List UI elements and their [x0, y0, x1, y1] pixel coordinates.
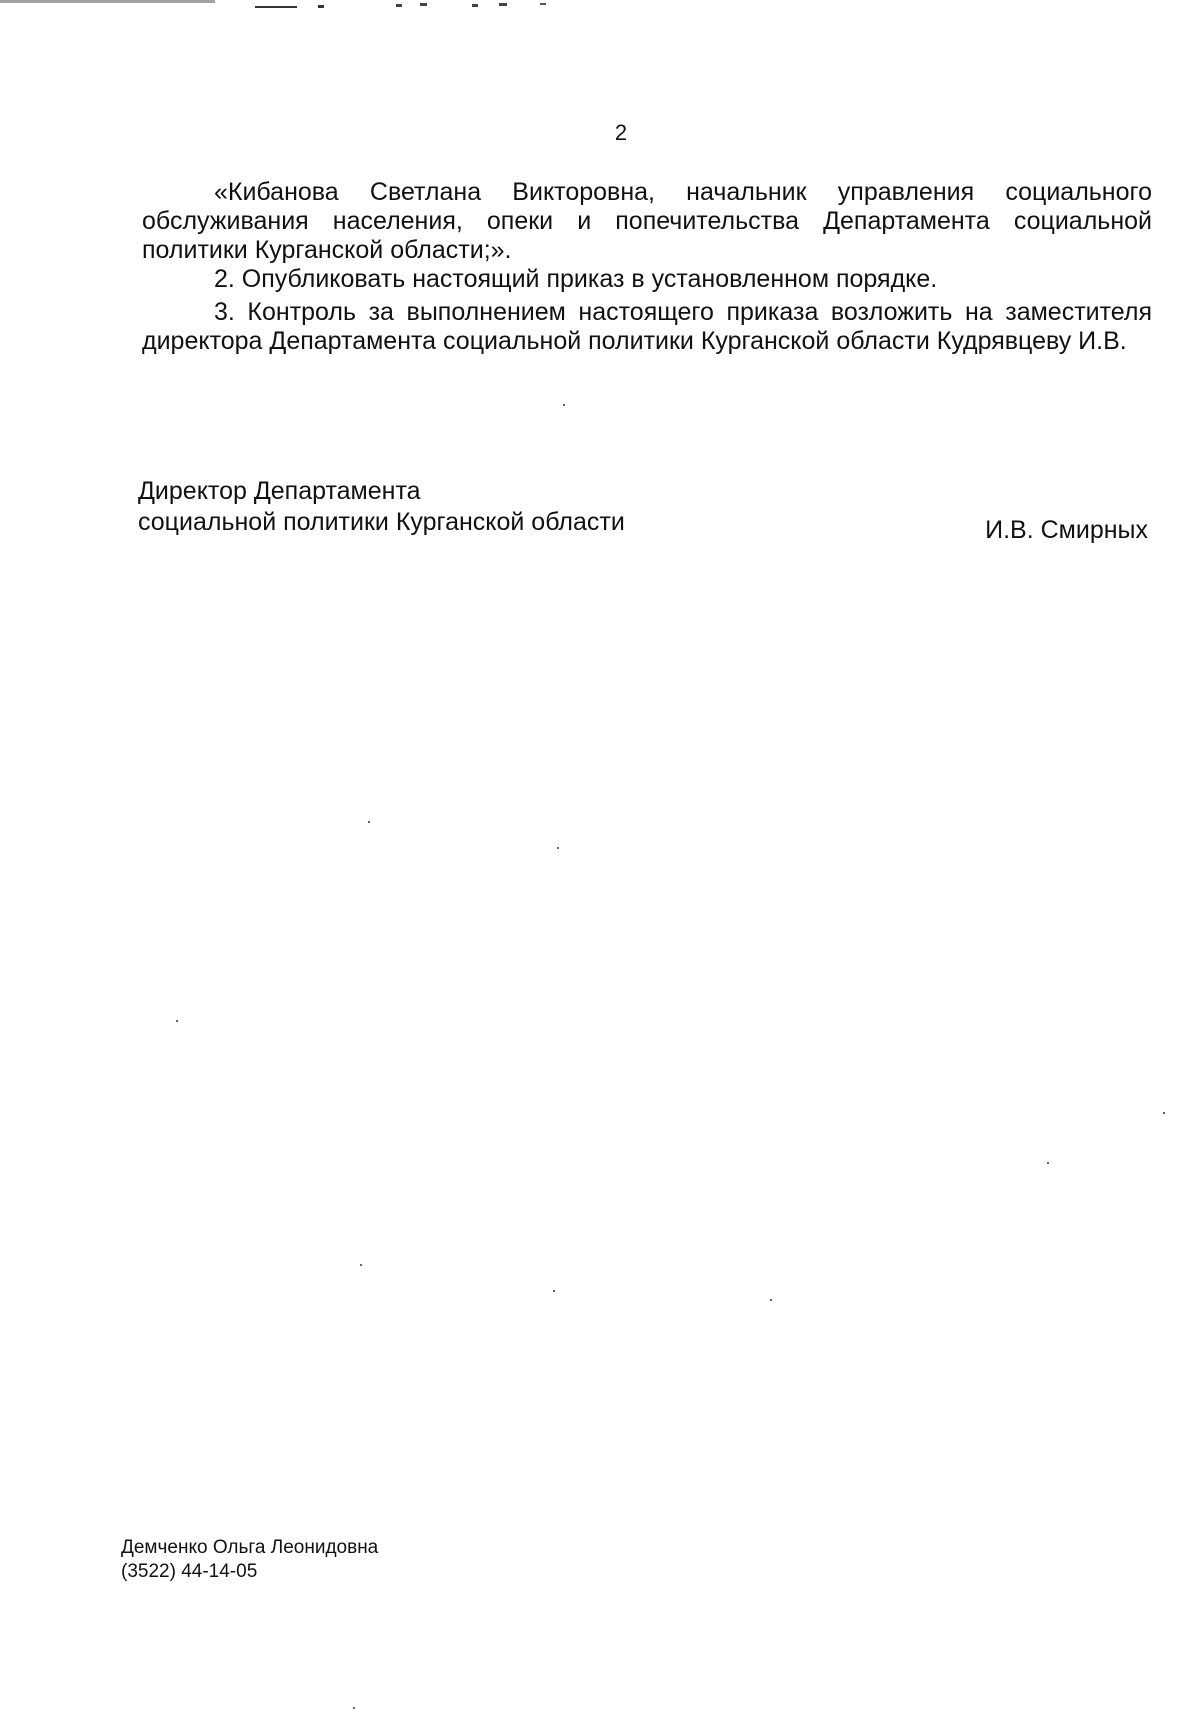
paragraph-text: 3. Контроль за выполнением настоящего приказа возложить на заместителя директора Департамента социальной политики Курганской области Кудрявцеву И.В. [142, 298, 1152, 355]
paragraph-text: «Кибанова Светлана Викторовна, начальник управления социального обслуживания населения, опеки и попечительства Департамента социальной политики Курганской области;». [142, 178, 1152, 264]
scan-speck [368, 821, 370, 823]
signatory-name: И.В. Смирных [985, 516, 1148, 544]
scan-speck [176, 1020, 178, 1022]
signatory-title-line1: Директор Департамента [138, 477, 421, 505]
paragraph-text: 2. Опубликовать настоящий приказ в установленном порядке. [214, 265, 938, 293]
signatory-title-line2: социальной политики Курганской области [138, 508, 625, 536]
signature-block [138, 476, 1148, 544]
scan-artifact-strip [0, 0, 620, 10]
paragraph-publish [142, 265, 1152, 294]
executor-phone: (3522) 44-14-05 [121, 1561, 258, 1582]
scan-speck [557, 847, 559, 849]
scan-speck [770, 1299, 772, 1301]
executor-info [121, 1536, 378, 1584]
page-number: 2 [614, 120, 628, 145]
paragraph-control [142, 298, 1152, 356]
scan-speck [553, 1290, 555, 1292]
scan-speck [360, 1264, 362, 1266]
scan-speck [563, 404, 565, 406]
executor-name: Демченко Ольга Леонидовна [121, 1537, 379, 1558]
scan-speck [353, 1707, 355, 1709]
scan-speck [1163, 1112, 1165, 1114]
paragraph-appointment [142, 178, 1152, 265]
scan-speck [1047, 1162, 1049, 1164]
